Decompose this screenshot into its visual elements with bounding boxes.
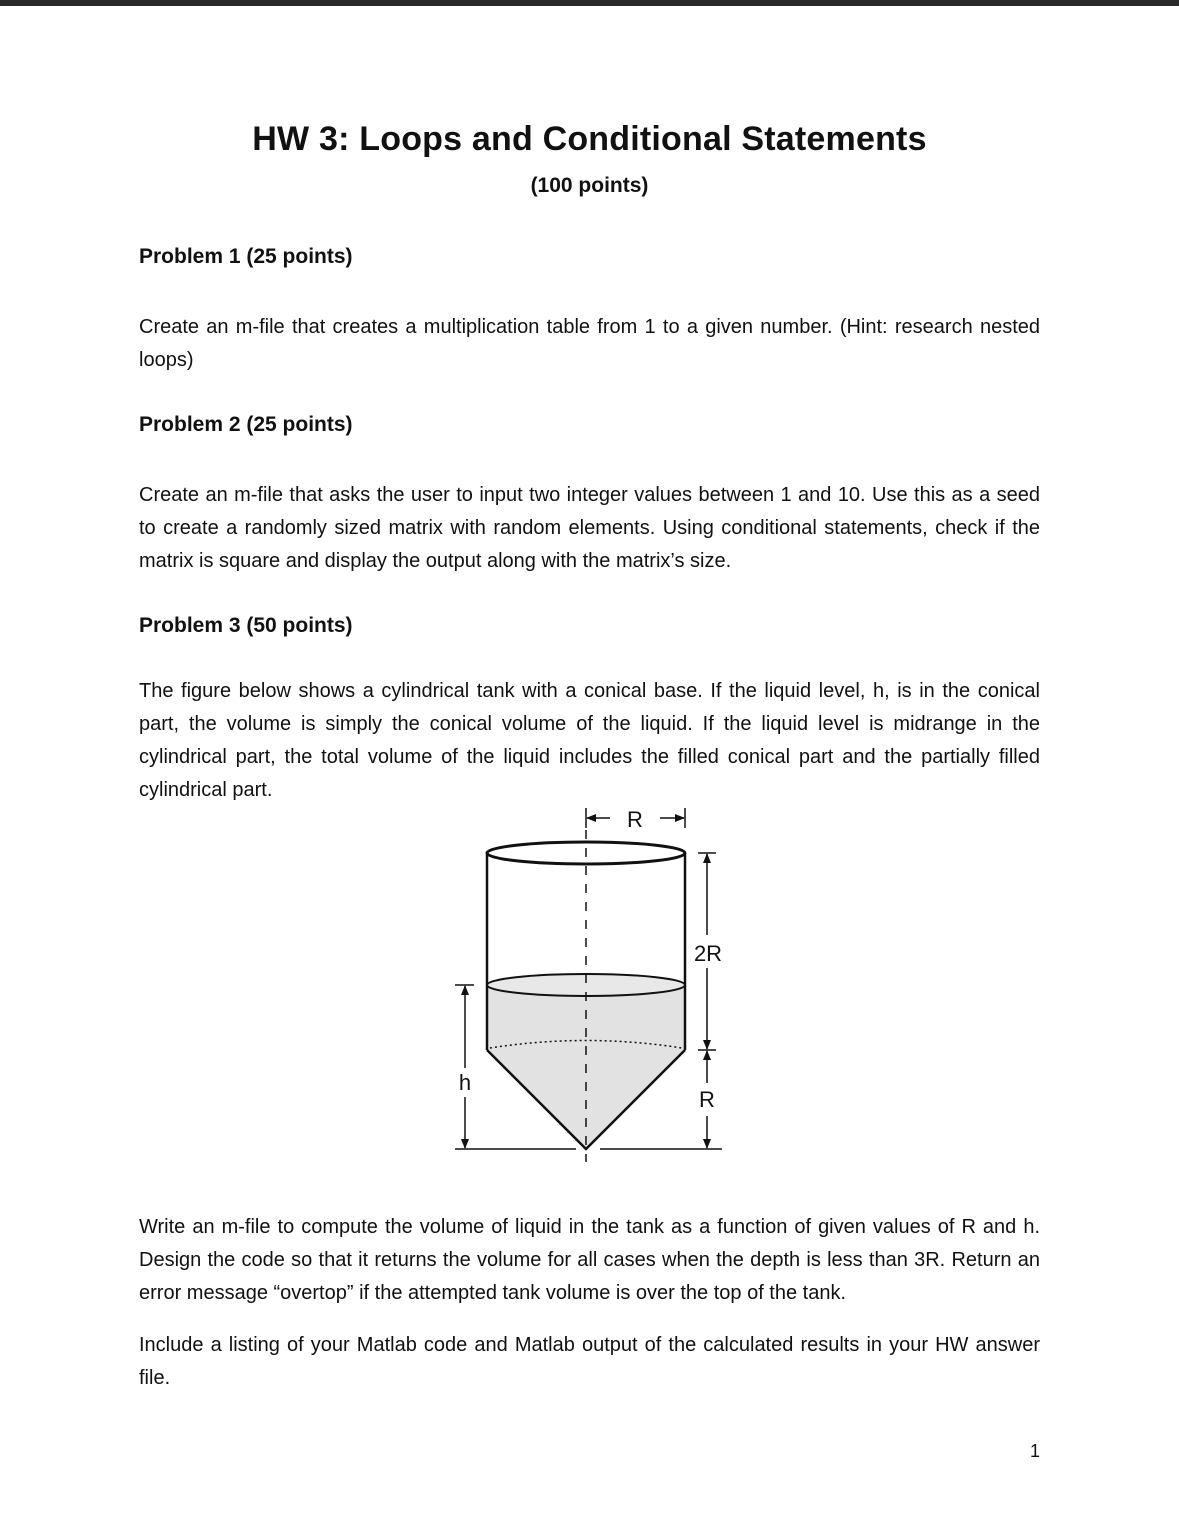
problem-3-text: The figure below shows a cylindrical tank with a conical base. If the liquid level, h, is in the conical part, the volume is simply the conical volume of the liquid. If the liquid level is midrange in the cylindrical part, the total volume of the liquid includes the filled conical part and the partially filled cylindrical part. [139, 680, 1040, 801]
document-subtitle: (100 points) [530, 174, 649, 197]
top-border [0, 0, 1179, 6]
problem-3-instructions: Write an m-file to compute the volume of liquid in the tank as a function of given values of R and h. Design the code so that it returns the volume for all cases when the depth is less than 3R. Return an error message “overtop” if the attempted tank volume is over the top of the tank. [139, 1216, 1040, 1304]
problem-3-heading: Problem 3 (50 points) [139, 614, 353, 637]
problem-2-heading: Problem 2 (25 points) [139, 413, 353, 436]
problem-1-heading: Problem 1 (25 points) [139, 245, 353, 268]
cylinder-height-label: 2R [693, 941, 723, 966]
page-number: 1 [1029, 1441, 1040, 1461]
problem-1-text: Create an m-file that creates a multiplication table from 1 to a given number. (Hint: research nested loops) [139, 316, 1040, 371]
cone-height-label: R [699, 1087, 715, 1112]
liquid-level-label: h [458, 1070, 472, 1095]
document-title: HW 3: Loops and Conditional Statements [252, 120, 927, 158]
problem-3-deliverables: Include a listing of your Matlab code and Matlab output of the calculated results in your HW answer file. [139, 1334, 1040, 1389]
tank-figure [440, 800, 740, 1170]
problem-2-text: Create an m-file that asks the user to input two integer values between 1 and 10. Use this as a seed to create a randomly sized matrix with random elements. Using conditional statements, check if the matrix is square and display the output along with the matrix’s size. [139, 484, 1040, 572]
radius-label: R [627, 807, 643, 832]
